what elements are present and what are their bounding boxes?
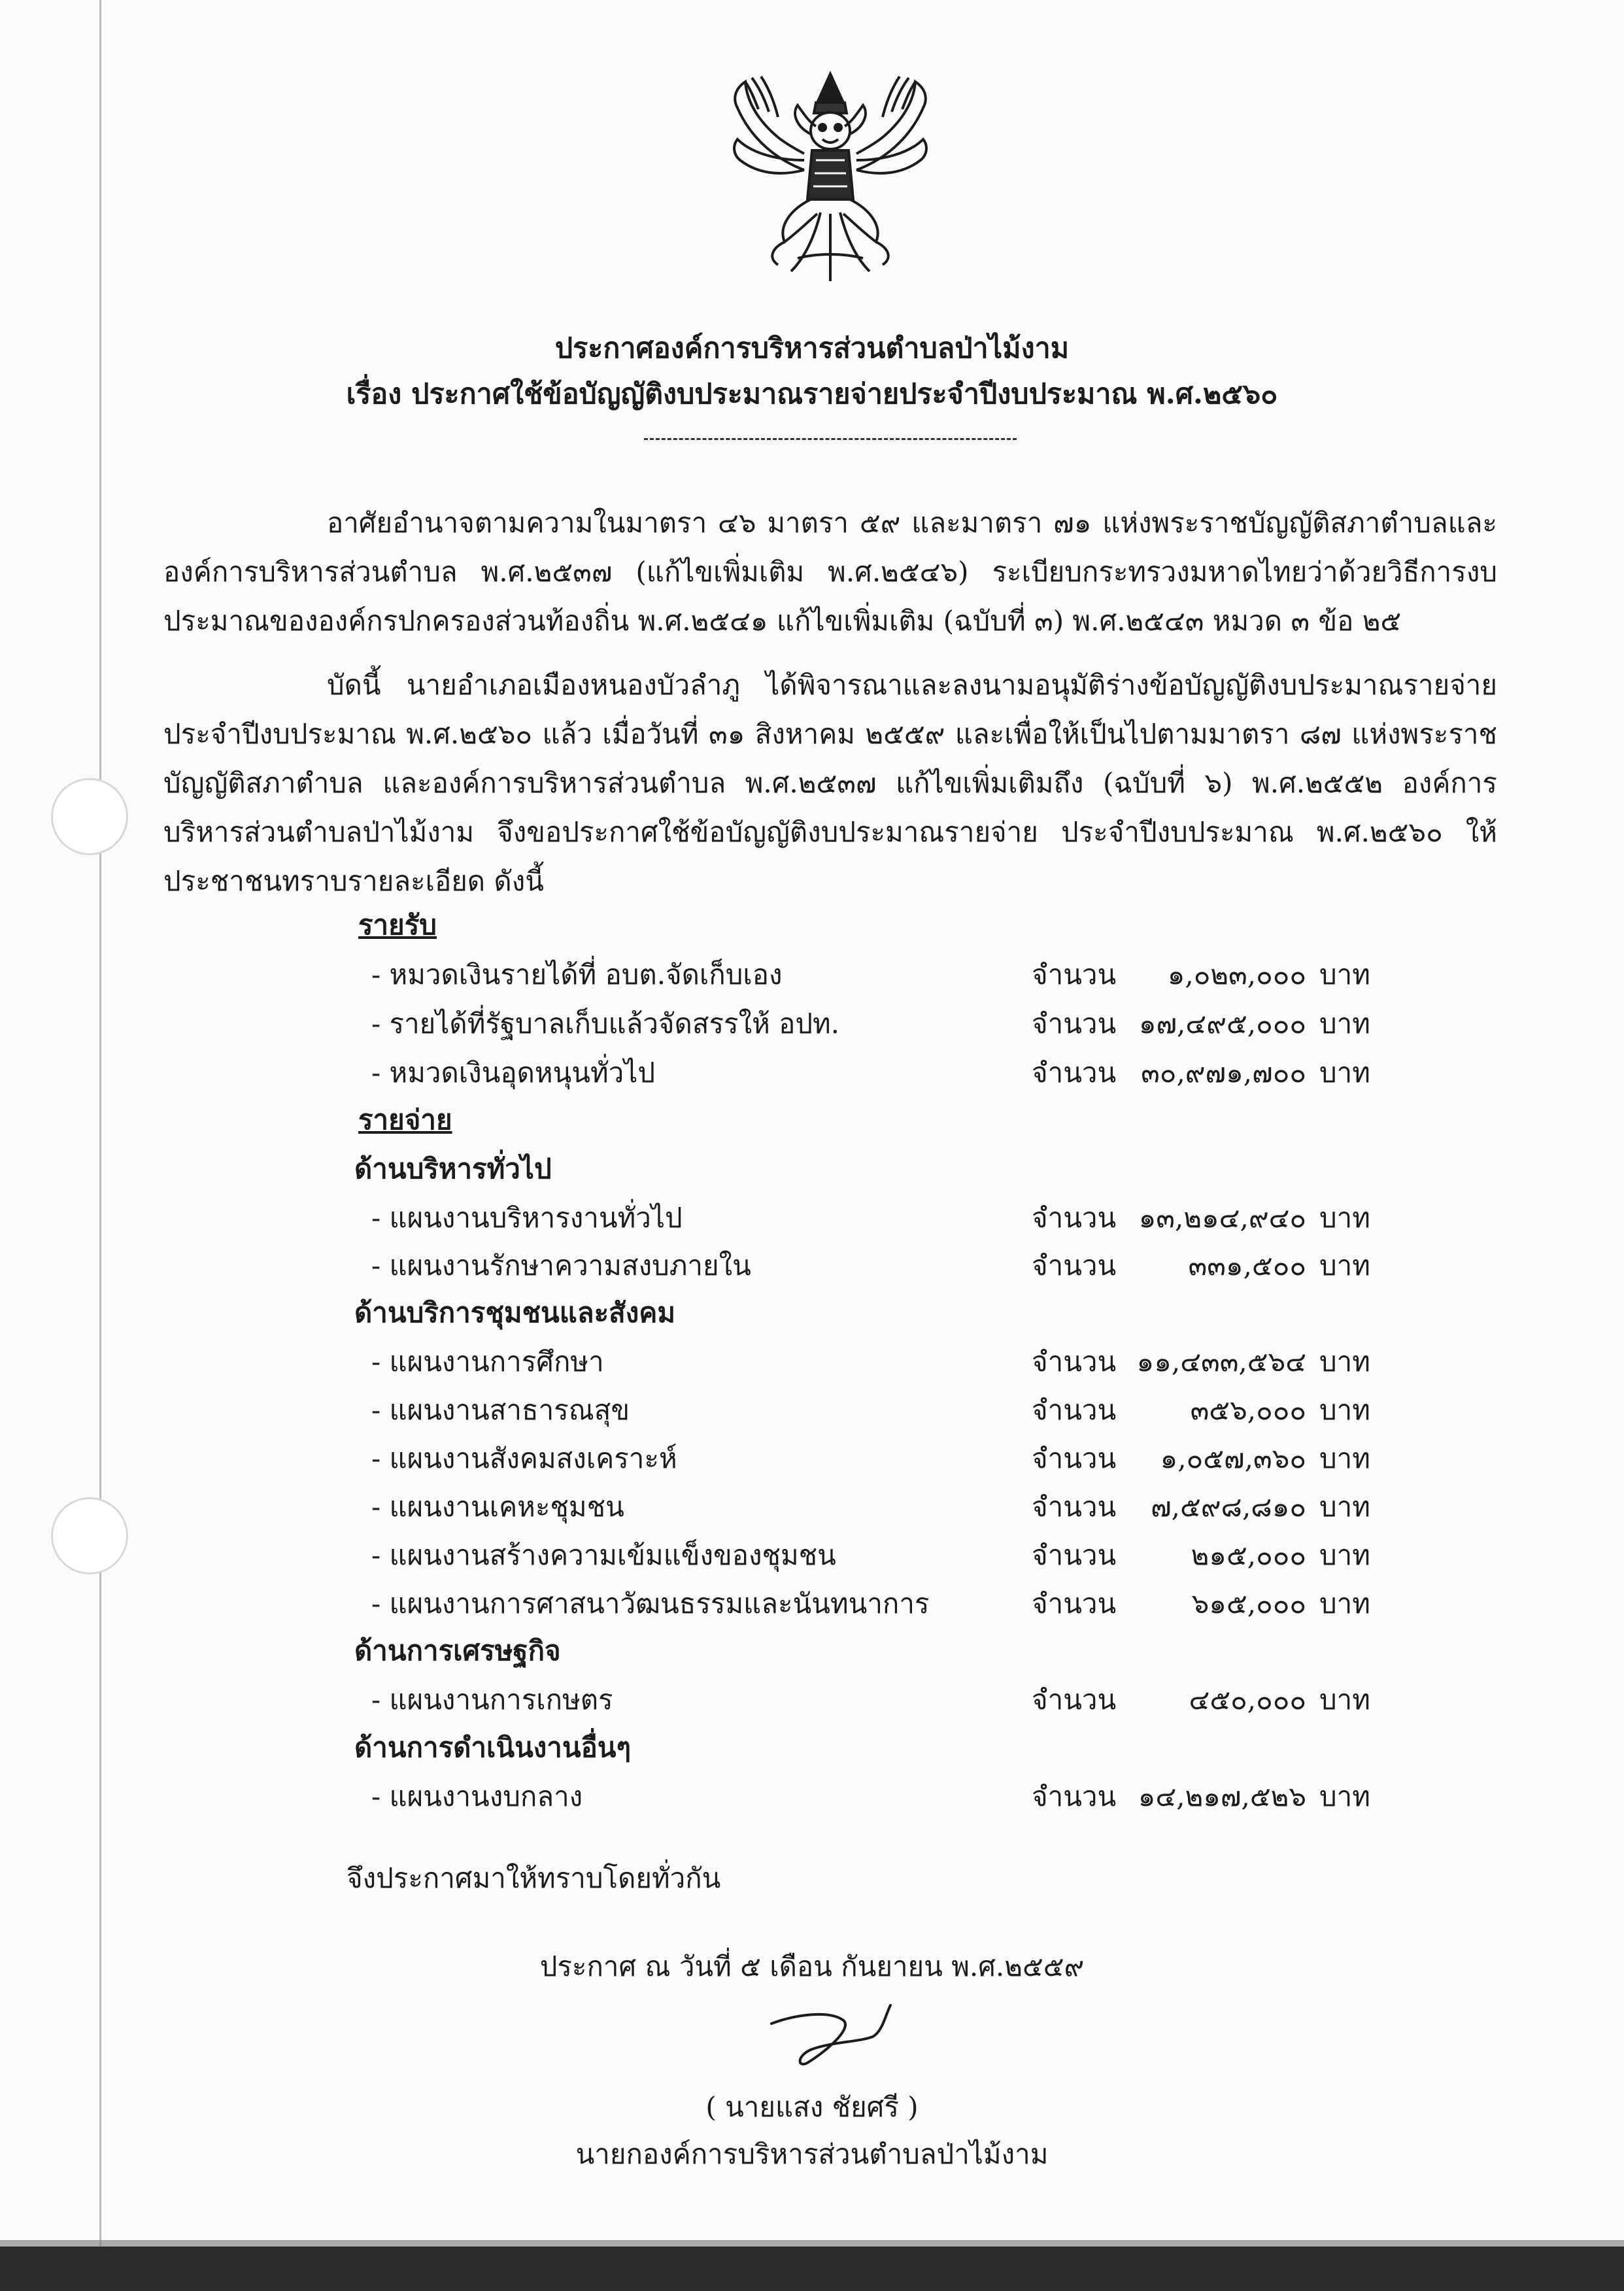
unit-label: บาท <box>1319 1491 1370 1523</box>
item-label: - แผนงานการเกษตร <box>371 1684 613 1716</box>
title-line-2: เรื่อง ประกาศใช้ข้อบัญญัติงบประมาณรายจ่ายประจำปีงบประมาณ พ.ศ.๒๕๖๐ <box>346 378 1278 411</box>
paragraph-announcement: บัดนี้ นายอำเภอเมืองหนองบัวลำภู ได้พิจารณาและลงนามอนุมัติร่างข้อบัญญัติงบประมาณรายจ่ายประจำปีงบประมาณ พ.ศ.๒๕๖๐ แล้ว เมื่อวันที่ ๓๑ สิงหาคม ๒๕๕๙ และเพื่อให้เป็นไปตามมาตรา ๘๗ แห่งพระราชบัญญัติสภาตำบล และองค์การบริหารส่วนตำบล พ.ศ.๒๕๓๗ แก้ไขเพิ่มเติมถึง (ฉบับที่ ๖) พ.ศ.๒๕๕๒ องค์การบริหารส่วนตำบลป่าไม้งาม จึงขอประกาศใช้ข้อบัญญัติงบประมาณรายจ่าย ประจำปีงบประมาณ พ.ศ.๒๕๖๐ ให้ประชาชนทราบรายละเอียด ดังนี้ <box>163 669 1497 897</box>
item-label: - แผนงานงบกลาง <box>371 1780 583 1812</box>
scan-edge <box>0 2247 1624 2291</box>
expense-group-heading: ด้านการเศรษฐกิจ <box>354 1635 561 1667</box>
punch-hole <box>51 778 128 855</box>
item-amount: ๒๑๕,๐๐๐ <box>1191 1539 1306 1571</box>
amount-word: จำนวน <box>1032 1587 1117 1620</box>
amount-word: จำนวน <box>1032 1057 1117 1089</box>
amount-word: จำนวน <box>1032 1491 1117 1523</box>
amount-word: จำนวน <box>1032 959 1117 991</box>
amount-word: จำนวน <box>1032 1684 1117 1716</box>
unit-label: บาท <box>1319 1587 1370 1620</box>
item-label: - หมวดเงินรายได้ที่ อบต.จัดเก็บเอง <box>371 959 783 991</box>
item-amount: ๓๐,๙๗๑,๗๐๐ <box>1141 1057 1306 1089</box>
item-label: - แผนงานสร้างความเข้มแข็งของชุมชน <box>371 1539 836 1571</box>
item-amount: ๓๓๑,๕๐๐ <box>1188 1249 1306 1281</box>
expense-heading: รายจ่าย <box>358 1104 452 1136</box>
amount-word: จำนวน <box>1032 1394 1117 1426</box>
item-amount: ๑๔,๒๑๗,๕๒๖ <box>1138 1780 1306 1812</box>
item-label: - แผนงานเคหะชุมชน <box>371 1491 624 1523</box>
item-label: - รายได้ที่รัฐบาลเก็บแล้วจัดสรรให้ อปท. <box>371 1008 840 1040</box>
item-amount: ๑๓,๒๑๔,๙๔๐ <box>1138 1202 1306 1234</box>
item-label: - แผนงานการศาสนาวัฒนธรรมและนันทนาการ <box>371 1587 930 1620</box>
punch-hole <box>51 1497 128 1574</box>
item-label: - แผนงานสาธารณสุข <box>371 1394 630 1426</box>
amount-word: จำนวน <box>1032 1249 1117 1281</box>
item-amount: ๔๕๐,๐๐๐ <box>1189 1684 1306 1716</box>
amount-word: จำนวน <box>1032 1780 1117 1812</box>
unit-label: บาท <box>1319 959 1370 991</box>
item-label: - แผนงานสังคมสงเคราะห์ <box>371 1442 677 1474</box>
signature-icon <box>745 1991 915 2082</box>
item-label: - แผนงานการศึกษา <box>371 1346 604 1378</box>
expense-group-heading: ด้านการดำเนินงานอื่นๆ <box>354 1731 632 1763</box>
scan-edge <box>0 2240 1624 2247</box>
unit-label: บาท <box>1319 1346 1370 1378</box>
unit-label: บาท <box>1319 1394 1370 1426</box>
item-amount: ๖๑๕,๐๐๐ <box>1191 1587 1306 1620</box>
item-amount: ๑,๐๕๗,๓๖๐ <box>1160 1442 1306 1474</box>
paragraph-authority: อาศัยอำนาจตามความในมาตรา ๔๖ มาตรา ๕๙ และมาตรา ๗๑ แห่งพระราชบัญญัติสภาตำบลและองค์การบริหารส่วนตำบล พ.ศ.๒๕๓๗ (แก้ไขเพิ่มเติม พ.ศ.๒๕๔๖) ระเบียบกระทรวงมหาดไทยว่าด้วยวิธีการงบประมาณขององค์กรปกครองส่วนท้องถิ่น พ.ศ.๒๕๔๑ แก้ไขเพิ่มเติม (ฉบับที่ ๓) พ.ศ.๒๕๔๓ หมวด ๓ ข้อ ๒๕ <box>163 507 1497 637</box>
item-amount: ๓๕๖,๐๐๐ <box>1190 1394 1306 1426</box>
announcement-date: ประกาศ ณ วันที่ ๕ เดือน กันยายน พ.ศ.๒๕๕๙ <box>539 1950 1085 1982</box>
item-label: - แผนงานบริหารงานทั่วไป <box>371 1202 683 1234</box>
unit-label: บาท <box>1319 1684 1370 1716</box>
unit-label: บาท <box>1319 1442 1370 1474</box>
item-amount: ๑,๐๒๓,๐๐๐ <box>1167 959 1306 991</box>
item-amount: ๑๑,๔๓๓,๕๖๔ <box>1136 1346 1306 1378</box>
expense-group-heading: ด้านบริหารทั่วไป <box>354 1153 552 1185</box>
expense-group-heading: ด้านบริการชุมชนและสังคม <box>354 1297 676 1329</box>
revenue-heading: รายรับ <box>358 909 437 941</box>
unit-label: บาท <box>1319 1249 1370 1281</box>
amount-word: จำนวน <box>1032 1539 1117 1571</box>
signer-position: นายกองค์การบริหารส่วนตำบลป่าไม้งาม <box>575 2138 1049 2170</box>
item-label: - หมวดเงินอุดหนุนทั่วไป <box>371 1057 656 1089</box>
closing-statement: จึงประกาศมาให้ทราบโดยทั่วกัน <box>347 1862 721 1894</box>
amount-word: จำนวน <box>1032 1442 1117 1474</box>
amount-word: จำนวน <box>1032 1008 1117 1040</box>
item-amount: ๗,๕๙๘,๘๑๐ <box>1151 1491 1306 1523</box>
amount-word: จำนวน <box>1032 1346 1117 1378</box>
item-label: - แผนงานรักษาความสงบภายใน <box>371 1249 751 1281</box>
title-line-1: ประกาศองค์การบริหารส่วนตำบลป่าไม้งาม <box>554 332 1070 365</box>
item-amount: ๑๗,๔๙๕,๐๐๐ <box>1138 1008 1306 1040</box>
garuda-emblem-icon <box>706 62 955 311</box>
title-separator <box>644 438 1017 440</box>
signer-name: ( นายแสง ชัยศรี ) <box>705 2091 919 2123</box>
unit-label: บาท <box>1319 1539 1370 1571</box>
unit-label: บาท <box>1319 1008 1370 1040</box>
amount-word: จำนวน <box>1032 1202 1117 1234</box>
unit-label: บาท <box>1319 1780 1370 1812</box>
unit-label: บาท <box>1319 1057 1370 1089</box>
unit-label: บาท <box>1319 1202 1370 1234</box>
